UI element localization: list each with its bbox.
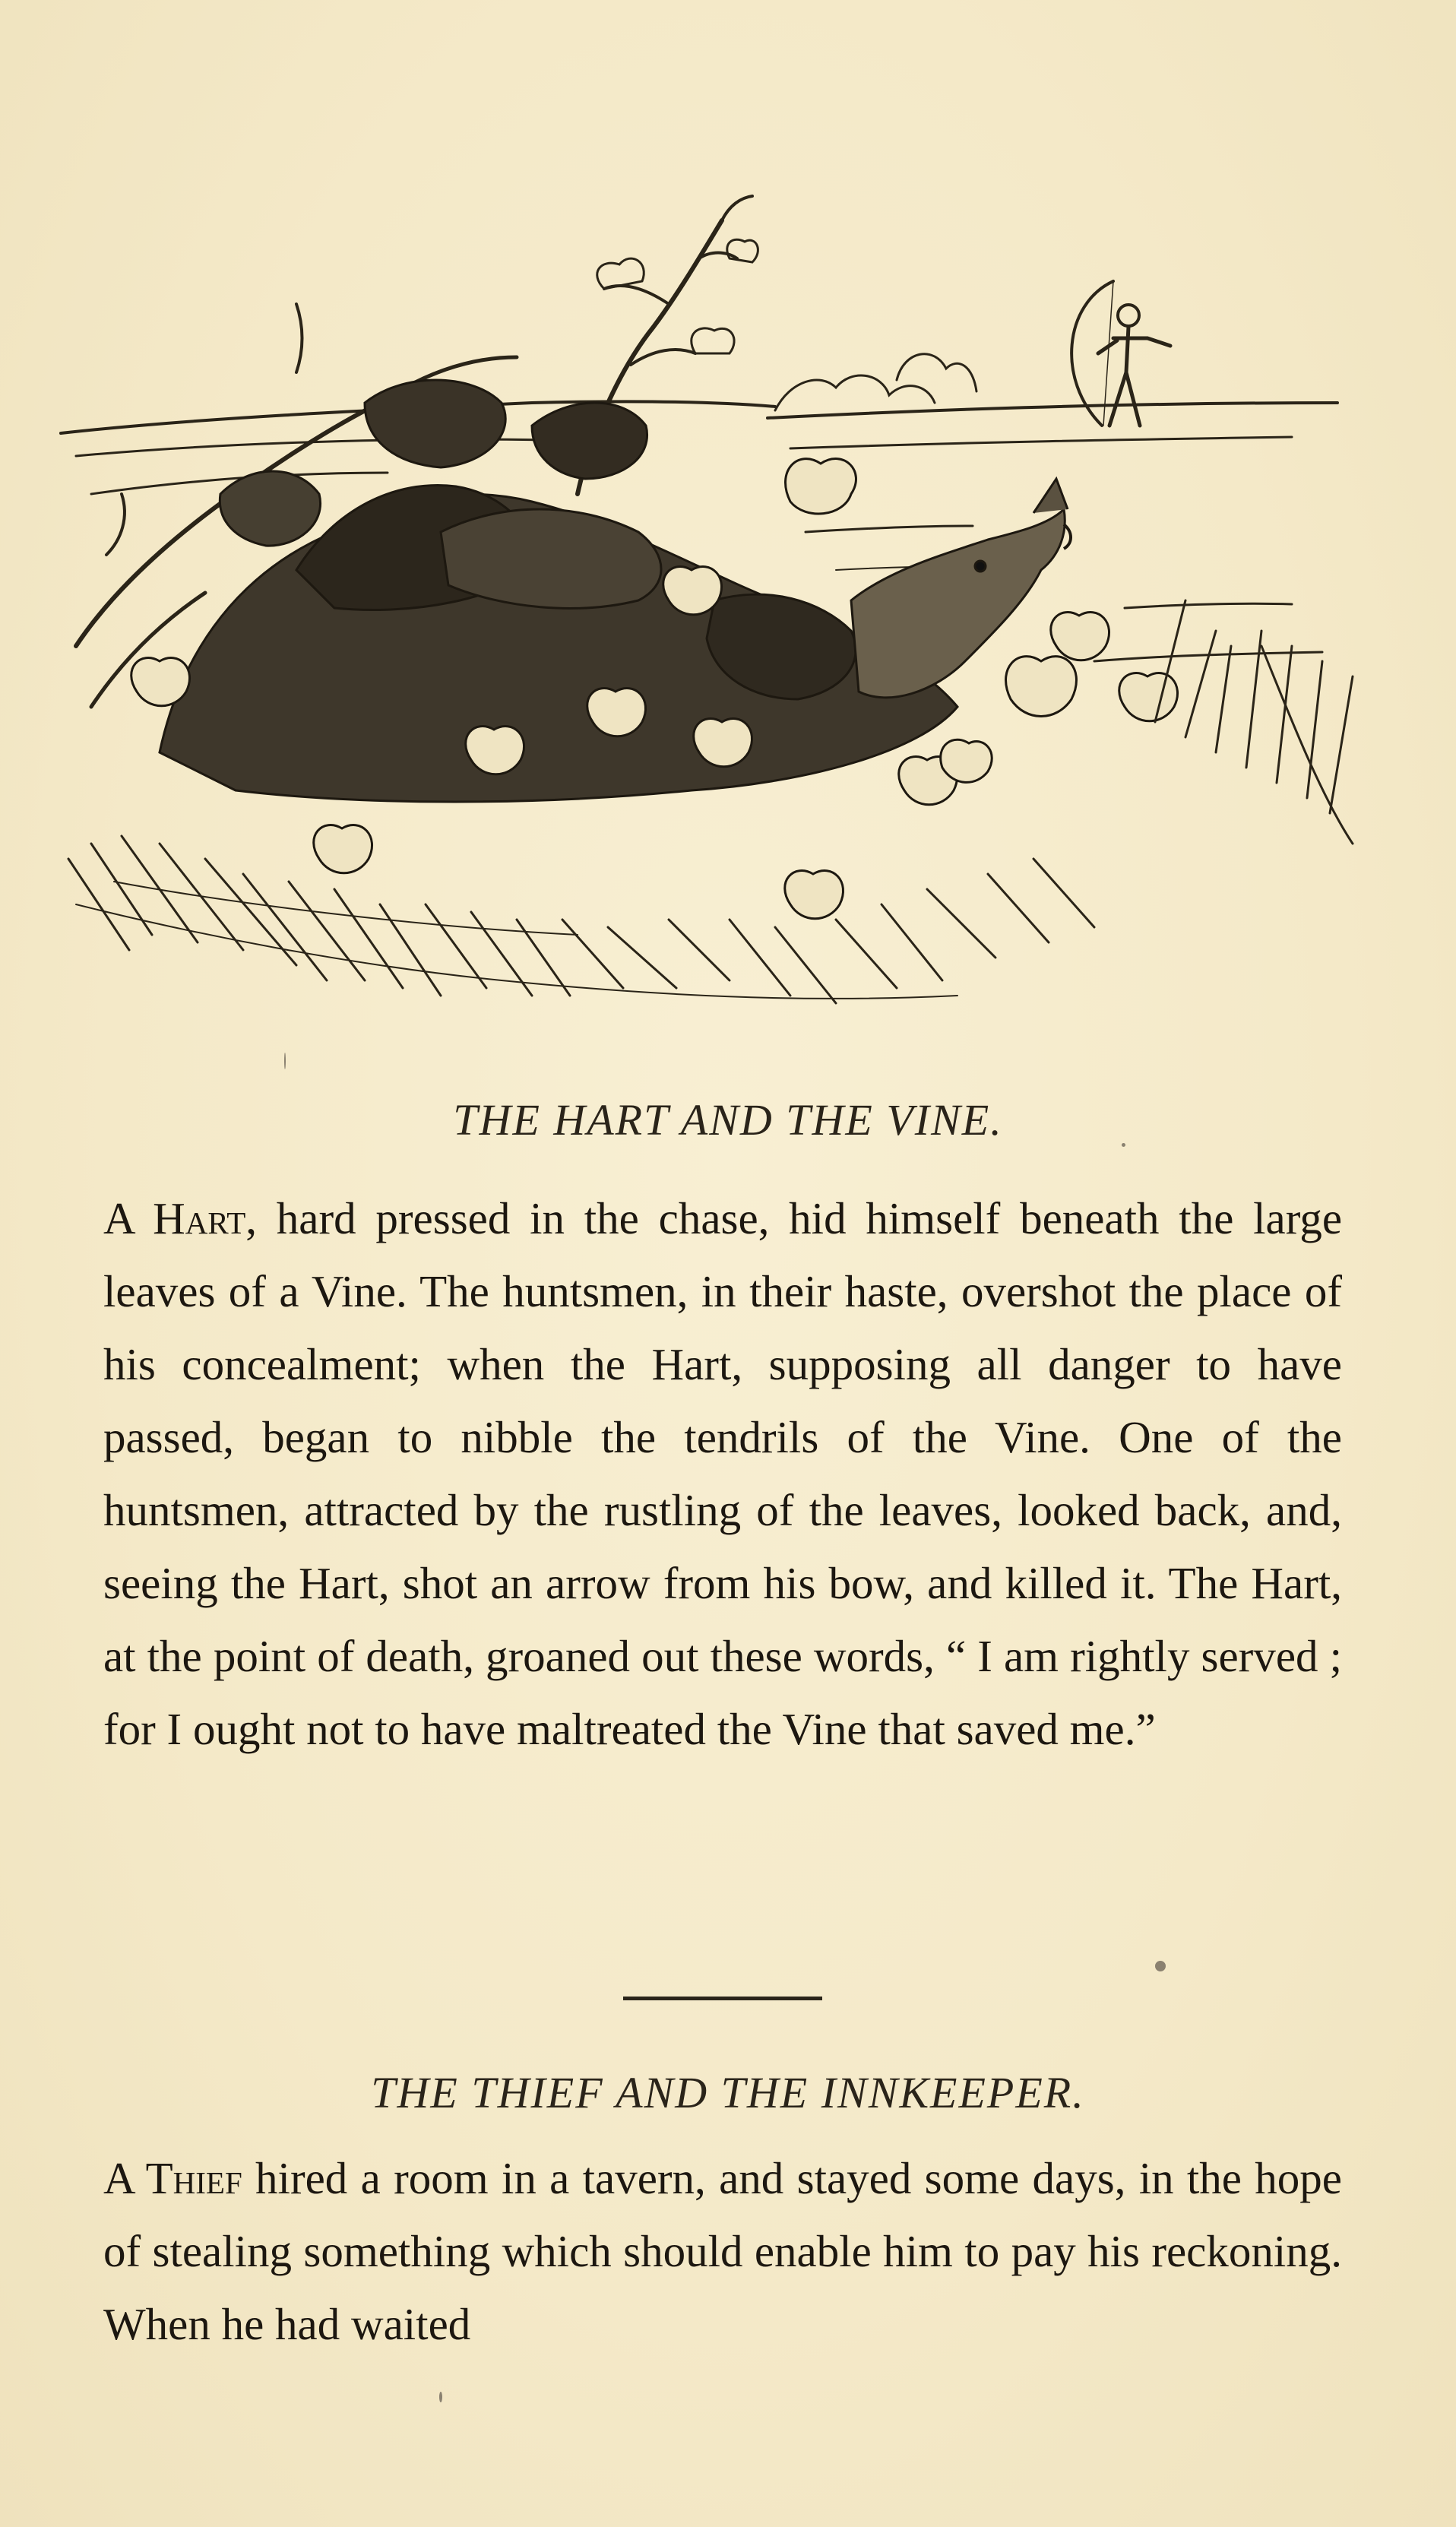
paper-speck <box>439 2392 442 2402</box>
fable-body-text: hired a room in a tavern, and stayed some days, in the hope of stealing something which should enable him to pay his reckoning. When he had waited <box>103 2153 1342 2349</box>
fable-lead-word: A Hart, <box>103 1193 258 1243</box>
fable-text <box>103 1182 1342 1765</box>
section-divider <box>623 1997 822 2000</box>
fable-lead-word: A Thief <box>103 2153 242 2203</box>
fable-title: THE THIEF AND THE INNKEEPER. <box>371 2068 1085 2117</box>
hart-and-vine-engraving-icon <box>46 175 1383 1049</box>
paper-speck <box>1155 1961 1166 1971</box>
fable-body-text: hard pressed in the chase, hid himself beneath the large leaves of a Vine. The huntsmen, in their haste, overshot the place of his concealment; when the Hart, supposing all danger to have passed, began to nibble the tendrils of the Vine. One of the huntsmen, attracted by the rustling of the leaves, looked back, and, seeing the Hart, shot an arrow from his bow, and killed it. The Hart, at the point of death, groaned out these words, “ I am rightly served ; for I ought not to have maltreated the Vine that saved me.” <box>103 1193 1343 1754</box>
paper-speck <box>284 1053 286 1069</box>
paper-speck <box>1122 1143 1125 1147</box>
fable-title: THE HART AND THE VINE. <box>453 1095 1003 1145</box>
fable-text <box>103 2142 1342 2361</box>
